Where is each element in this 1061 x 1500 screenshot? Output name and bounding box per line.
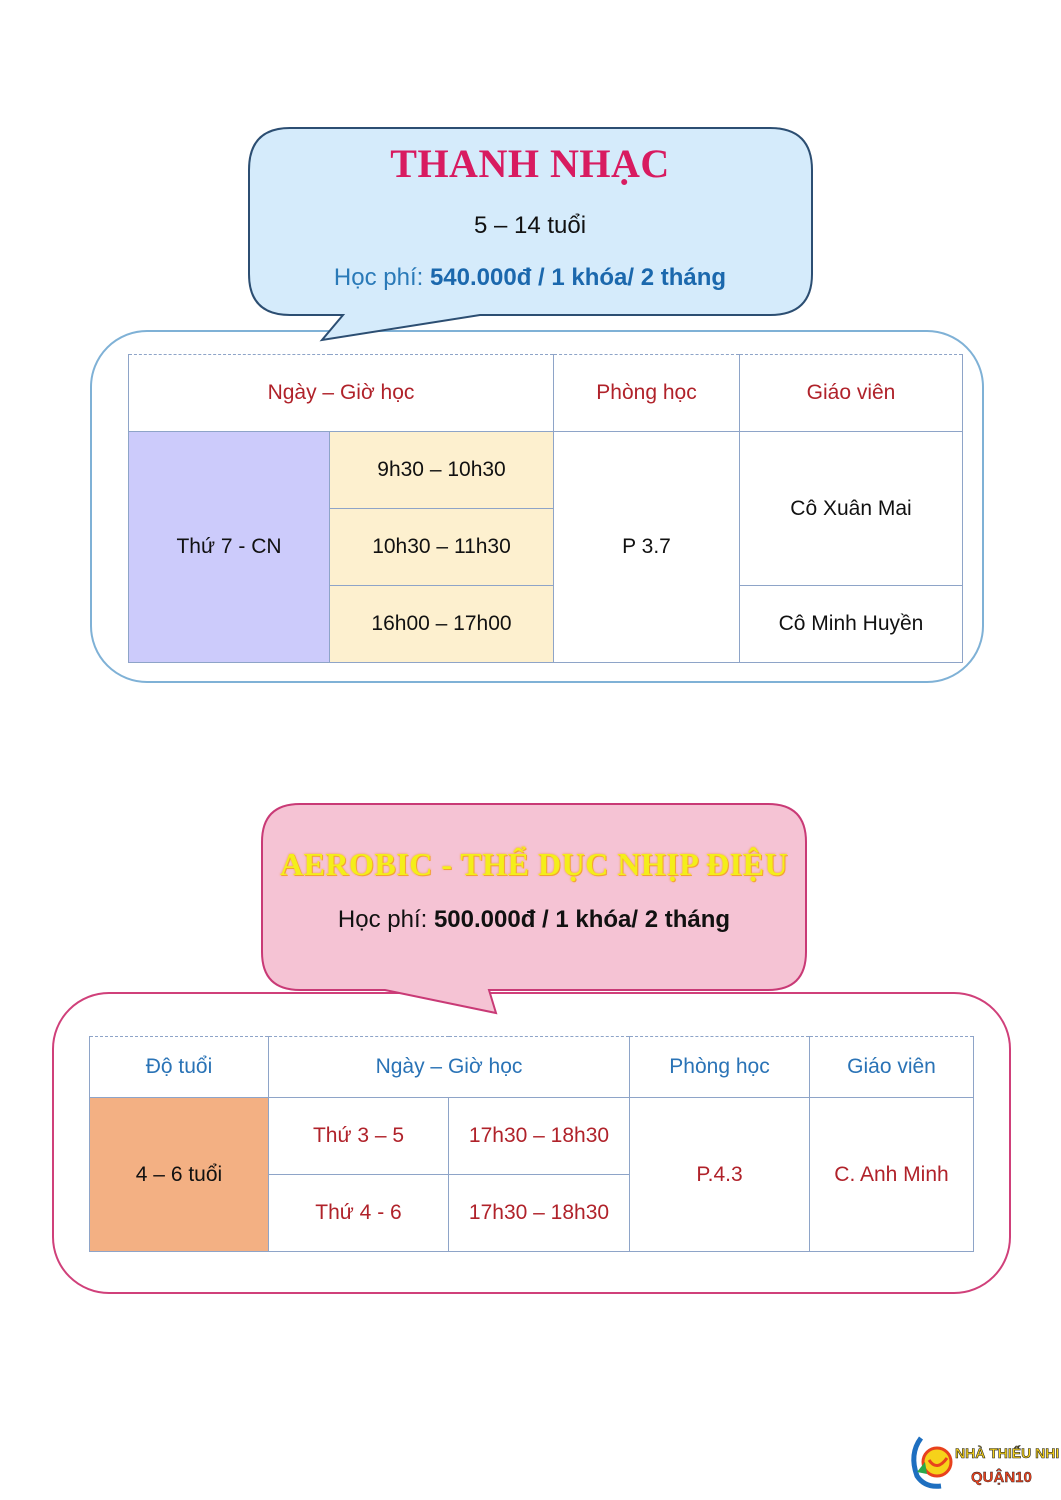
teacher-cell: Cô Minh Huyền [740, 586, 963, 663]
time-cell: 16h00 – 17h00 [330, 586, 554, 663]
section1-title: THANH NHẠC [390, 141, 670, 186]
header-teacher: Giáo viên [810, 1037, 974, 1098]
header-age: Độ tuổi [90, 1037, 269, 1098]
header-room: Phòng học [630, 1037, 810, 1098]
age-cell: 4 – 6 tuổi [90, 1098, 269, 1252]
fee-value: 500.000đ / 1 khóa/ 2 tháng [433, 906, 731, 933]
section1-schedule-table [128, 354, 963, 663]
time-cell: 10h30 – 11h30 [330, 509, 554, 586]
fee-label: Học phí: [337, 906, 434, 933]
header-room: Phòng học [554, 355, 740, 432]
table-header-row [129, 355, 963, 432]
table-row [129, 432, 963, 509]
fee-value: 540.000đ / 1 khóa/ 2 tháng [429, 264, 727, 291]
section2-fee [262, 906, 806, 934]
teacher-cell: Cô Xuân Mai [740, 432, 963, 586]
room-cell: P 3.7 [554, 432, 740, 663]
nha-thieu-nhi-logo [907, 1432, 1060, 1492]
section1-fee [250, 264, 810, 292]
teacher-cell: C. Anh Minh [810, 1098, 974, 1252]
section2-title: AEROBIC - THỂ DỤC NHỊP ĐIỆU [279, 846, 789, 882]
section2-schedule-table [89, 1036, 974, 1252]
day-cell: Thứ 7 - CN [129, 432, 330, 663]
logo-line2: QUẬN10 [971, 1469, 1032, 1486]
section1-age: 5 – 14 tuổi [473, 212, 587, 239]
table-row [90, 1098, 974, 1175]
header-schedule: Ngày – Giờ học [129, 355, 554, 432]
room-cell: P.4.3 [630, 1098, 810, 1252]
header-schedule: Ngày – Giờ học [269, 1037, 630, 1098]
table-header-row [90, 1037, 974, 1098]
header-teacher: Giáo viên [740, 355, 963, 432]
days-cell: Thứ 4 - 6 [269, 1175, 449, 1252]
time-cell: 17h30 – 18h30 [449, 1098, 630, 1175]
days-cell: Thứ 3 – 5 [269, 1098, 449, 1175]
time-cell: 17h30 – 18h30 [449, 1175, 630, 1252]
time-cell: 9h30 – 10h30 [330, 432, 554, 509]
logo-line1: NHÀ THIẾU NHI [955, 1445, 1060, 1461]
fee-label: Học phí: [333, 264, 430, 291]
